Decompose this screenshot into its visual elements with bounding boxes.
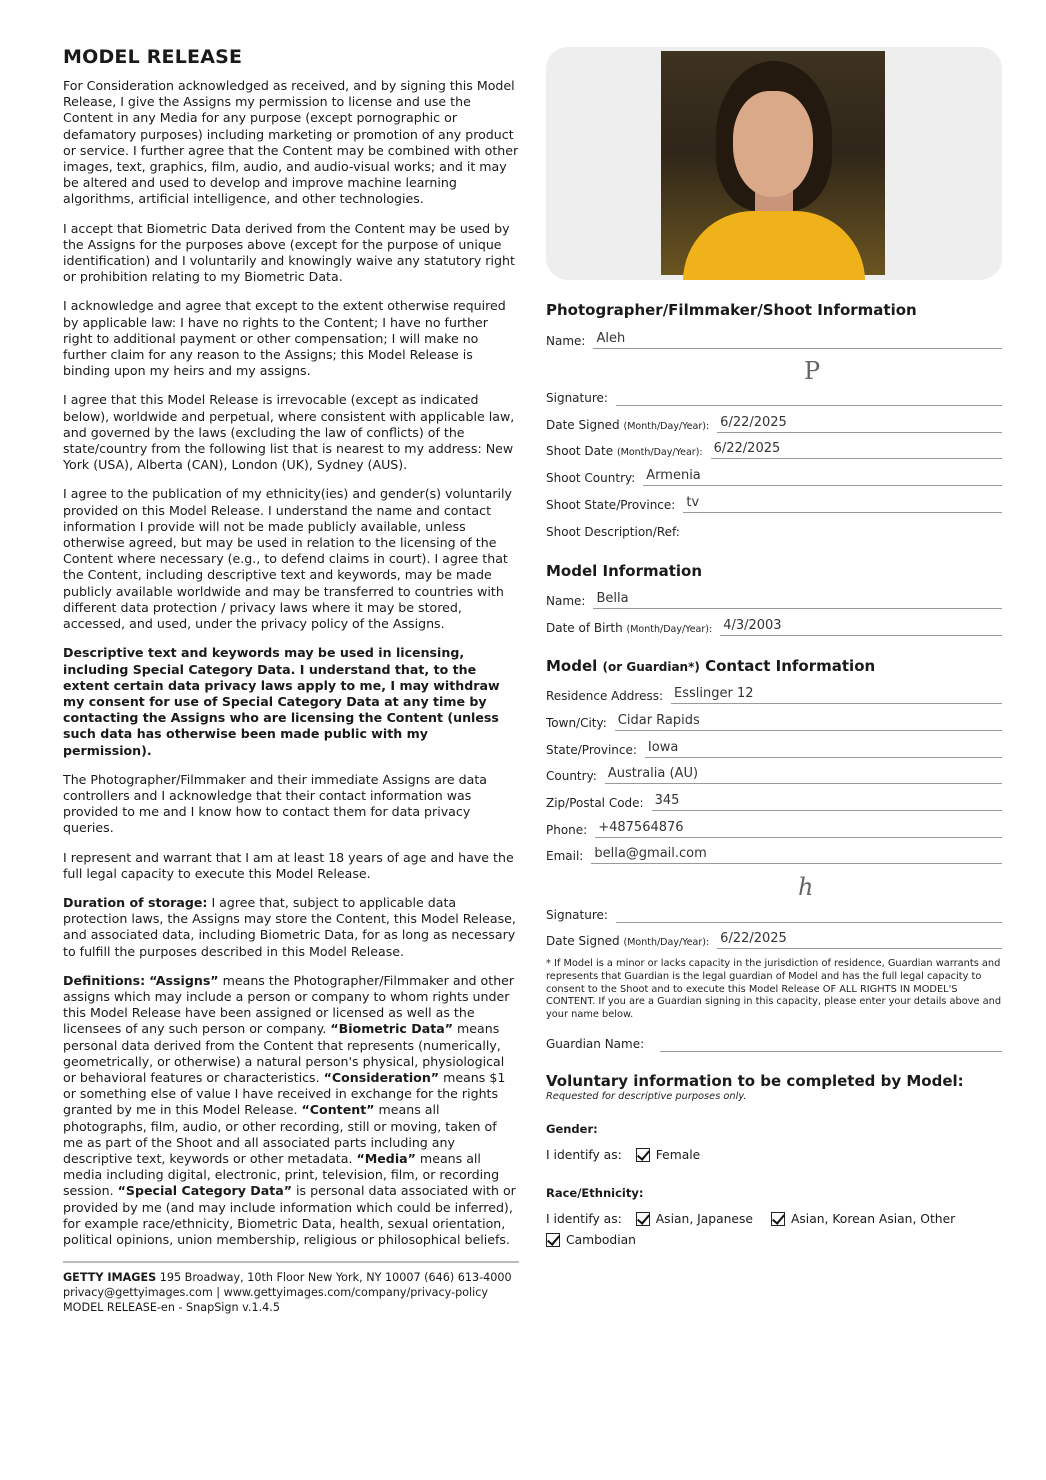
dob-field[interactable] bbox=[546, 616, 1002, 636]
model-date-signed-field[interactable] bbox=[546, 929, 1002, 949]
gender-female-label: Female bbox=[655, 1148, 701, 1162]
race-identify-label: I identify as: bbox=[546, 1212, 622, 1226]
footer-company: GETTY IMAGES bbox=[63, 1271, 157, 1285]
photographer-name-field[interactable] bbox=[546, 329, 1002, 349]
footer-line-3: MODEL RELEASE-en - SnapSign v.1.4.5 bbox=[63, 1301, 280, 1315]
photographer-name-value[interactable]: Aleh bbox=[596, 331, 626, 346]
photo-container bbox=[546, 47, 1002, 280]
term-biometric: “Biometric Data” bbox=[330, 1021, 453, 1037]
model-signature-label: Signature: bbox=[546, 908, 608, 922]
town-value[interactable]: Cidar Rapids bbox=[617, 713, 700, 728]
release-paragraph-5: I agree to the publication of my ethnicity(ies) and gender(s) voluntarily provided on this Model Release. I understand the name and contact information I provide will not be made publicly available, unless otherwise agreed, but may be used in relation to the licensing of the Content where necessary (e.g., to defend claims in court). I agree that the Content, including descriptive text and keywords, may be made publicly available worldwide and may be transferred to countries with different data protection / privacy laws where it may be stored, accessed, and used, under the privacy policy of the Assigns. bbox=[63, 486, 512, 632]
race-asian-japanese-checkbox[interactable] bbox=[636, 1212, 650, 1226]
contact-heading-main: Model bbox=[546, 657, 603, 675]
def-special: is personal data associated with or provided by me (and may include information which could be inferred), for example race/ethnicity, Biometric Data, health, sexual orientation, political opinions, union membership, religious or philosophical beliefs. bbox=[63, 1183, 516, 1247]
form-column bbox=[546, 47, 1002, 1247]
zip-label: Zip/Postal Code: bbox=[546, 796, 644, 810]
email-field[interactable] bbox=[546, 844, 1002, 864]
race-heading: Race/Ethnicity: bbox=[546, 1186, 644, 1200]
shoot-country-field[interactable] bbox=[546, 466, 1002, 486]
country-field[interactable] bbox=[546, 764, 1002, 784]
email-value[interactable]: bella@gmail.com bbox=[594, 846, 707, 861]
shoot-country-label: Shoot Country: bbox=[546, 471, 636, 485]
gender-heading: Gender: bbox=[546, 1122, 598, 1136]
zip-value[interactable]: 345 bbox=[654, 793, 680, 808]
shoot-date-value[interactable]: 6/22/2025 bbox=[713, 441, 781, 456]
release-paragraph-4: I agree that this Model Release is irrevocable (except as indicated below), worldwide and perpetual, where consistent with applicable law, and governed by the laws (excluding the law of conflicts) of the state/country from the following list that is nearest to my address: New York (USA), Alberta (CAN), London (UK), Sydney (AUS). bbox=[63, 392, 515, 473]
state-value[interactable]: Iowa bbox=[647, 740, 679, 755]
def-biometric: means personal data derived from the Content that represents (numerically, geometrically, or otherwise) a natural person's physical, physiological or behavioral features or characteristics. bbox=[63, 1021, 505, 1085]
photographer-date-signed-field[interactable] bbox=[546, 413, 1002, 433]
model-signature-field[interactable] bbox=[546, 903, 1002, 923]
date-signed-label: Date Signed bbox=[546, 418, 620, 432]
phone-label: Phone: bbox=[546, 823, 588, 837]
state-field[interactable] bbox=[546, 738, 1002, 758]
model-signature-mark: h bbox=[798, 873, 814, 901]
town-label: Town/City: bbox=[546, 716, 607, 730]
def-media: means all media including digital, electronic, print, television, film, or recording session. bbox=[63, 1150, 500, 1199]
photographer-section-heading: Photographer/Filmmaker/Shoot Information bbox=[546, 301, 917, 319]
release-paragraph-2: I accept that Biometric Data derived from the Content may be used by the Assigns for the purposes above (except for the purpose of unique identification) and I voluntarily and knowingly waive any statutory right or prohibition relating to my Biometric Data. bbox=[63, 220, 515, 285]
state-label: State/Province: bbox=[546, 743, 637, 757]
race-asian-japanese-label: Asian, Japanese bbox=[655, 1212, 753, 1226]
term-media: “Media” bbox=[356, 1150, 416, 1166]
shoot-description-field[interactable] bbox=[546, 520, 1002, 540]
photographer-signature-mark: P bbox=[804, 357, 821, 385]
dob-value[interactable]: 4/3/2003 bbox=[723, 618, 782, 633]
definitions-paragraph bbox=[63, 973, 519, 1248]
release-paragraph-3: I acknowledge and agree that except to the extent otherwise required by applicable law: I have no rights to the Content; I have no further right to additional payment or other compensation; I will make no further claim for any reason to the Assigns; this Model Release is binding upon my heirs and my assigns. bbox=[63, 298, 506, 379]
term-consideration: “Consideration” bbox=[323, 1069, 440, 1085]
model-section-heading: Model Information bbox=[546, 562, 703, 580]
model-name-label: Name: bbox=[546, 594, 586, 608]
dob-format-hint: (Month/Day/Year): bbox=[626, 624, 713, 635]
storage-paragraph bbox=[63, 895, 519, 960]
gender-identify-label: I identify as: bbox=[546, 1148, 622, 1162]
footer bbox=[63, 1261, 519, 1315]
special-category-paragraph: Descriptive text and keywords may be used in licensing, including Special Category Data. I understand that, to the extent certain data privacy laws apply to me, I may withdraw my consent for use of Special Category Data at any time by contacting the Assigns who are licensing the Content (unless such data has otherwise been made public with my permission). bbox=[63, 645, 500, 758]
race-row-1 bbox=[546, 1212, 955, 1226]
contact-heading-guardian: (or Guardian*) bbox=[602, 660, 700, 674]
country-label: Country: bbox=[546, 769, 597, 783]
model-date-signed-value[interactable]: 6/22/2025 bbox=[720, 931, 787, 946]
model-date-format-hint: (Month/Day/Year): bbox=[623, 937, 710, 948]
model-photo bbox=[661, 51, 885, 275]
town-field[interactable] bbox=[546, 711, 1002, 731]
photographer-date-signed-value[interactable]: 6/22/2025 bbox=[720, 415, 787, 430]
phone-field[interactable] bbox=[546, 818, 1002, 838]
guardian-note: * If Model is a minor or lacks capacity in the jurisdiction of residence, Guardian warrants and represents that Guardian is the legal guardian of Model and has the full legal capacity to consent to the Shoot and to execute this Model Release OF ALL RIGHTS IN MODEL'S CONTENT. If you are a Guardian signing in this capacity, please enter your details above and your name below. bbox=[546, 958, 1002, 1021]
def-content: means all photographs, film, audio, or other recording, still or moving, taken of me as part of the Shoot and all associated parts including any descriptive text, keywords or other metadata. bbox=[63, 1102, 497, 1166]
shoot-date-format-hint: (Month/Day/Year): bbox=[616, 447, 703, 458]
term-content: “Content” bbox=[301, 1102, 375, 1118]
release-text-column bbox=[63, 46, 519, 1315]
photographer-signature-field[interactable] bbox=[546, 386, 1002, 406]
footer-line-1 bbox=[63, 1270, 519, 1285]
shoot-date-field[interactable] bbox=[546, 439, 1002, 459]
address-label: Residence Address: bbox=[546, 689, 663, 703]
race-cambodian-checkbox[interactable] bbox=[546, 1233, 560, 1247]
address-value[interactable]: Esslinger 12 bbox=[674, 686, 754, 701]
gender-female-checkbox[interactable] bbox=[636, 1148, 650, 1162]
footer-address: 195 Broadway, 10th Floor New York, NY 10007 (646) 613-4000 bbox=[156, 1271, 512, 1285]
email-label: Email: bbox=[546, 849, 584, 863]
date-format-hint: (Month/Day/Year): bbox=[623, 421, 710, 432]
term-special: “Special Category Data” bbox=[117, 1183, 293, 1199]
dob-label: Date of Birth bbox=[546, 621, 623, 635]
photographer-name-label: Name: bbox=[546, 334, 586, 348]
release-paragraph-6: The Photographer/Filmmaker and their immediate Assigns are data controllers and I acknowledge that their contact information was provided to me and I know how to contact them for data privacy queries. bbox=[63, 771, 487, 836]
shoot-state-field[interactable] bbox=[546, 493, 1002, 513]
zip-field[interactable] bbox=[546, 791, 1002, 811]
race-asian-korean-label: Asian, Korean Asian, Other bbox=[790, 1212, 956, 1226]
contact-section-heading bbox=[546, 657, 875, 675]
def-assigns: means the Photographer/Filmmaker and other assigns which may include a person or company to whom rights under this Model Release have been assigned or licensed as well as the licensees of any such person or company. bbox=[63, 972, 515, 1037]
definitions-label: Definitions: bbox=[63, 972, 146, 988]
gender-row bbox=[546, 1148, 700, 1162]
model-date-signed-label: Date Signed bbox=[546, 934, 620, 948]
storage-text: I agree that, subject to applicable data protection laws, the Assigns may store the Content, this Model Release, and associated data, including Biometric Data, for as long as necessary to fulfill the purposes described in this Model Release. bbox=[63, 894, 516, 959]
race-row-2 bbox=[546, 1233, 636, 1247]
shoot-state-label: Shoot State/Province: bbox=[546, 498, 676, 512]
page-title: MODEL RELEASE bbox=[63, 46, 243, 68]
race-asian-korean-checkbox[interactable] bbox=[771, 1212, 785, 1226]
voluntary-heading: Voluntary information to be completed by Model: bbox=[546, 1072, 964, 1090]
release-paragraph-7: I represent and warrant that I am at least 18 years of age and have the full legal capacity to execute this Model Release. bbox=[63, 849, 514, 881]
race-cambodian-label: Cambodian bbox=[566, 1233, 636, 1247]
photographer-signature-label: Signature: bbox=[546, 391, 608, 405]
def-consideration: means $1 or something else of value I have received in exchange for the rights granted by me in this Model Release. bbox=[63, 1069, 506, 1118]
shoot-date-label: Shoot Date bbox=[546, 444, 614, 458]
shoot-state-value[interactable]: tv bbox=[686, 495, 700, 510]
term-assigns: “Assigns” bbox=[149, 972, 219, 988]
storage-label: Duration of storage: bbox=[63, 894, 208, 910]
voluntary-subheading: Requested for descriptive purposes only. bbox=[546, 1091, 747, 1102]
model-name-field[interactable] bbox=[546, 589, 1002, 609]
contact-heading-end: Contact Information bbox=[699, 657, 876, 675]
residence-address-field[interactable] bbox=[546, 684, 1002, 704]
phone-value[interactable]: +487564876 bbox=[598, 820, 684, 835]
shoot-country-value[interactable]: Armenia bbox=[646, 468, 701, 483]
release-paragraph-1: For Consideration acknowledged as received, and by signing this Model Release, I give the Assigns my permission to license and use the Content in any Media for any purpose (except pornographic or defamatory purposes) including marketing or promotion of any product or service. I further agree that the Content may be combined with other images, text, graphics, film, audio, and audio-visual works; and it may be altered and used to develop and improve machine learning algorithms, artificial intelligence, and other technologies. bbox=[63, 78, 519, 207]
country-value[interactable]: Australia (AU) bbox=[607, 766, 699, 781]
footer-line-2: privacy@gettyimages.com | www.gettyimages.com/company/privacy-policy bbox=[63, 1286, 489, 1300]
guardian-name-label: Guardian Name: bbox=[546, 1037, 645, 1051]
shoot-description-label: Shoot Description/Ref: bbox=[546, 525, 680, 539]
model-name-value[interactable]: Bella bbox=[596, 591, 629, 606]
guardian-name-field[interactable] bbox=[546, 1032, 1002, 1052]
